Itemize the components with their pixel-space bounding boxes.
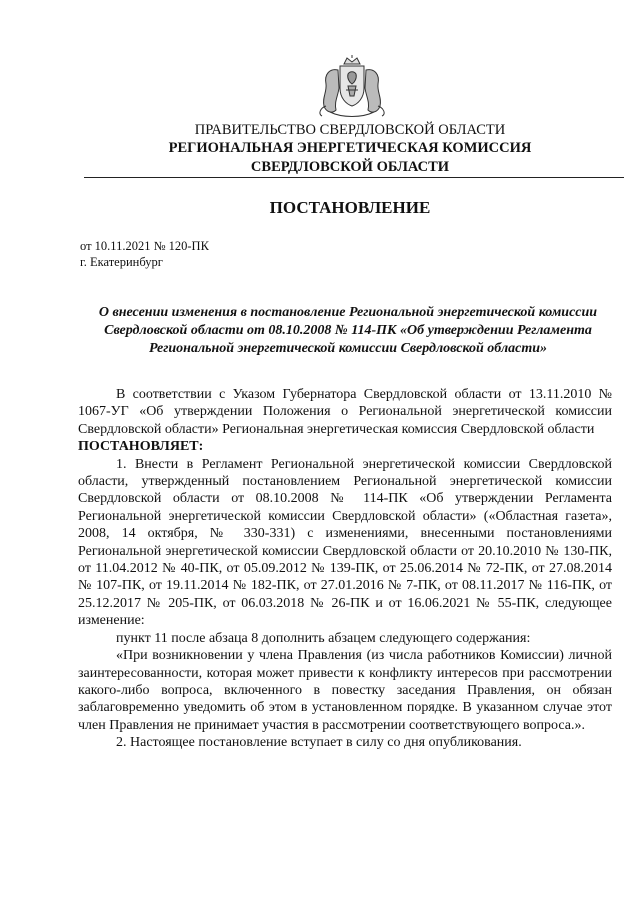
header-divider bbox=[84, 177, 624, 178]
region-name: СВЕРДЛОВСКОЙ ОБЛАСТИ bbox=[250, 159, 450, 175]
sub-item-paragraph: пункт 11 после абзаца 8 дополнить абзацем следующего содержания: bbox=[116, 630, 531, 646]
document-title: ПОСТАНОВЛЕНИЕ bbox=[269, 198, 431, 217]
resolves-heading: ПОСТАНОВЛЯЕТ: bbox=[78, 439, 204, 455]
coat-of-arms-icon bbox=[312, 54, 392, 120]
preamble-paragraph: В соответствии с Указом Губернатора Свердловской области от 13.11.2010 № 1067-УГ «Об утверждении Положения о Региональной энергетической комиссии Свердловской области» Региональная энергетическая комиссия Свердловской области bbox=[78, 387, 612, 437]
item-1-paragraph: 1. Внести в Регламент Региональной энергетической комиссии Свердловской области, утвержденный постановлением Региональной энергетической комиссии Свердловской области от 08.10.2008 № 114-ПК «Об утверждении Регламента Региональной энергетической комиссии Свердловской области» («Областная газета», 2008, 14 октября, № 330-331) с изменениями, внесенными постановлениями Региональной энергетической комиссии Свердловской области от 20.10.2010 № 130-ПК, от 11.04.2012 № 40-ПК, от 05.09.2012 № 139-ПК, от 25.06.2014 № 72-ПК, от 27.08.2014 № 107-ПК, от 19.11.2014 № 182-ПК, от 27.01.2016 № 7-ПК, от 08.11.2017 № 116-ПК, от 25.12.2017 № 205-ПК, от 06.03.2018 № 26-ПК и от 16.06.2021 № 55-ПК, следующее изменение: bbox=[78, 456, 612, 629]
government-name: ПРАВИТЕЛЬСТВО СВЕРДЛОВСКОЙ ОБЛАСТИ bbox=[194, 122, 506, 138]
item-2-paragraph: 2. Настоящее постановление вступает в силу со дня опубликования. bbox=[116, 735, 522, 751]
document-city: г. Екатеринбург bbox=[80, 255, 163, 269]
commission-name: РЕГИОНАЛЬНАЯ ЭНЕРГЕТИЧЕСКАЯ КОМИССИЯ bbox=[168, 140, 532, 156]
quoted-amendment-paragraph: «При возникновении у члена Правления (из числа работников Комиссии) личной заинтересованности, которая может привести к конфликту интересов при рассмотрении какого-либо вопроса, включенного в повестку заседания Правления, он обязан заблаговременно уведомить об этом в установленном порядке. В указанном случае этот член Правления не принимает участия в рассмотрении соответствующего вопроса.». bbox=[78, 648, 612, 733]
document-date-number: от 10.11.2021 № 120-ПК bbox=[80, 239, 209, 253]
document-body bbox=[78, 386, 612, 752]
document-subject: О внесении изменения в постановление Региональной энергетической комиссии Свердловской области от 08.10.2008 № 114-ПК «Об утверждении Регламента Региональной энергетической комиссии Свердловской области» bbox=[98, 305, 598, 356]
